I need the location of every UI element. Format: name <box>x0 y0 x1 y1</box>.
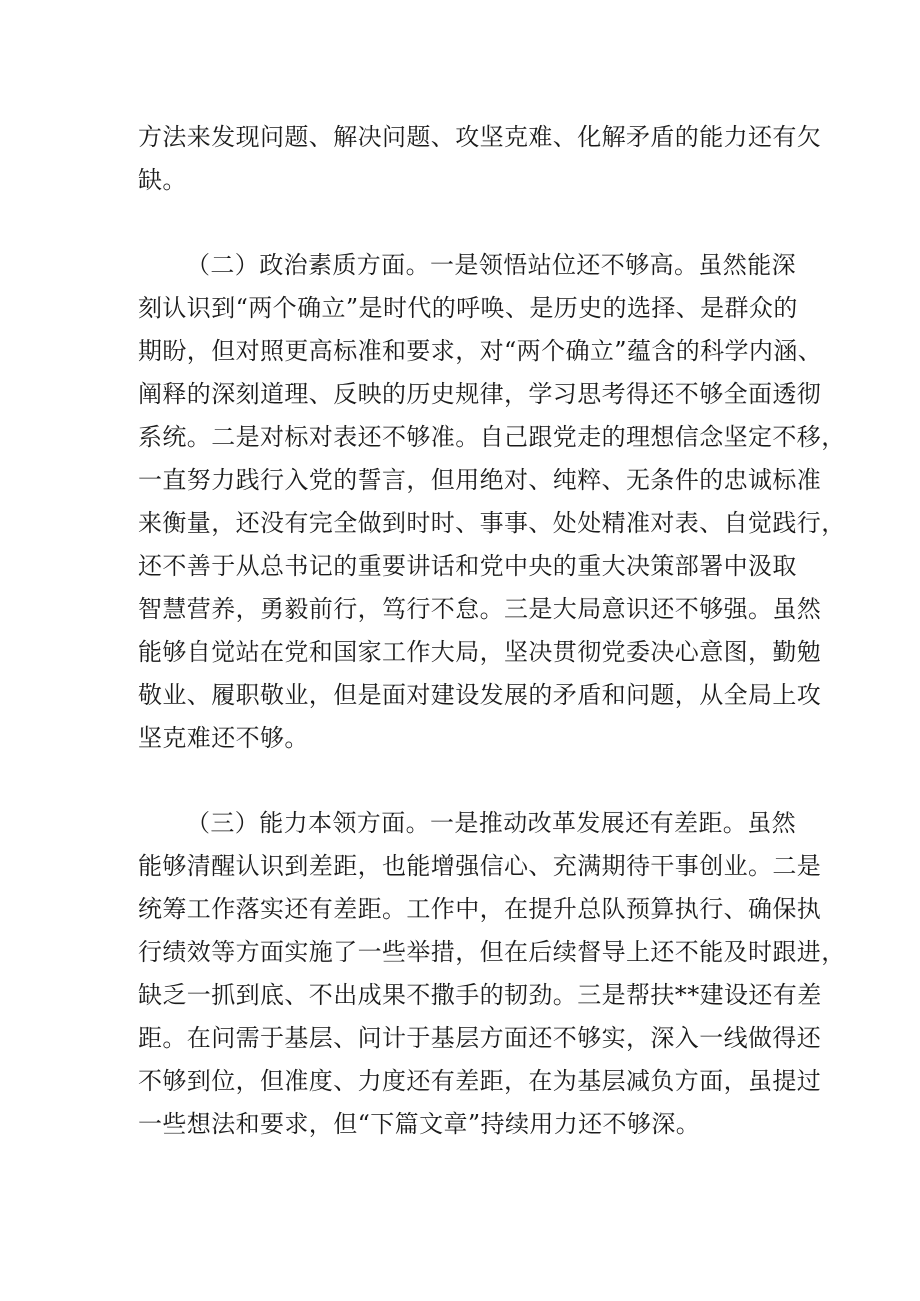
text-line: （二）政治素质方面。一是领悟站位还不够高。虽然能深 <box>186 251 796 279</box>
text-line: 系统。二是对标对表还不够准。自己跟党走的理想信念坚定不移， <box>138 423 846 451</box>
text-line: 行绩效等方面实施了一些举措，但在后续督导上还不能及时跟进， <box>138 938 846 966</box>
text-line: 期盼，但对照更高标准和要求，对“两个确立”蕴含的科学内涵、 <box>138 337 823 365</box>
text-line: 一直努力践行入党的誓言，但用绝对、纯粹、无条件的忠诚标准 <box>138 466 822 494</box>
text-line: 缺乏一抓到底、不出成果不撒手的韧劲。三是帮扶**建设还有差 <box>138 981 822 1009</box>
text-line: 距。在问需于基层、问计于基层方面还不够实，深入一线做得还 <box>138 1024 822 1052</box>
text-line: 来衡量，还没有完全做到时时、事事、处处精准对表、自觉践行， <box>138 509 846 537</box>
text-line: 一些想法和要求，但“下篇文章”持续用力还不够深。 <box>138 1110 701 1138</box>
text-line: 方法来发现问题、解决问题、攻坚克难、化解矛盾的能力还有欠 <box>138 123 822 151</box>
text-line: 坚克难还不够。 <box>138 724 309 752</box>
text-line: 统筹工作落实还有差距。工作中，在提升总队预算执行、确保执 <box>138 895 822 923</box>
text-line: 刻认识到“两个确立”是时代的呼唤、是历史的选择、是群众的 <box>138 294 798 322</box>
text-line: 能够清醒认识到差距，也能增强信心、充满期待干事创业。二是 <box>138 852 822 880</box>
text-line: 缺。 <box>138 166 187 194</box>
text-line: 敬业、履职敬业，但是面对建设发展的矛盾和问题，从全局上攻 <box>138 681 822 709</box>
text-line: 阐释的深刻道理、反映的历史规律，学习思考得还不够全面透彻 <box>138 380 822 408</box>
text-line: 智慧营养，勇毅前行，笃行不怠。三是大局意识还不够强。虽然 <box>138 595 822 623</box>
text-line: （三）能力本领方面。一是推动改革发展还有差距。虽然 <box>186 809 796 837</box>
text-line: 还不善于从总书记的重要讲话和党中央的重大决策部署中汲取 <box>138 552 797 580</box>
text-line: 能够自觉站在党和国家工作大局，坚决贯彻党委决心意图，勤勉 <box>138 638 822 666</box>
text-line: 不够到位，但准度、力度还有差距，在为基层减负方面，虽提过 <box>138 1067 822 1095</box>
